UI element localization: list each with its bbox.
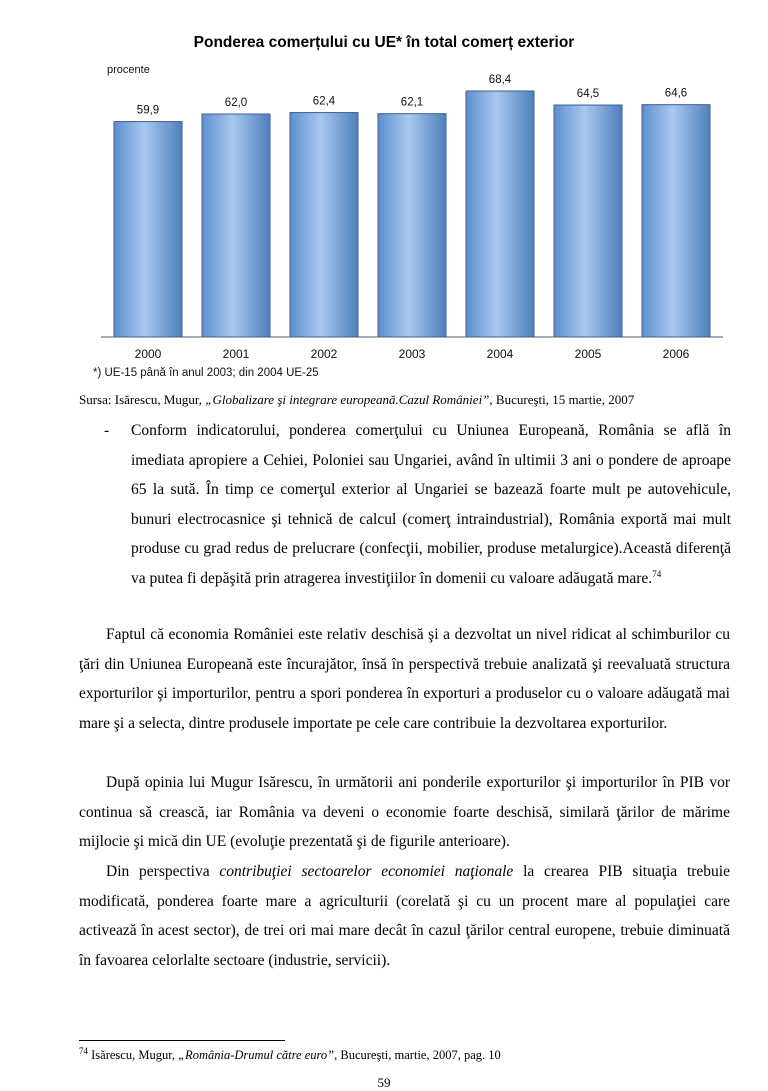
value-label-2000: 59,9 xyxy=(136,104,160,117)
paragraph-2: După opinia lui Mugur Isărescu, în următorii ani ponderile exporturilor şi importurilor în PIB vor continua să crească, iar România va deveni o economie foarte deschisă, similară ţărilor de mărime mijlocie şi mică din UE (evoluţie prezentată şi de figurile anterioare). xyxy=(79,774,730,850)
paragraph-3-start: Din perspectiva xyxy=(106,863,220,880)
footnote xyxy=(79,1045,501,1063)
bar-2002 xyxy=(290,113,358,337)
paragraph-3 xyxy=(79,857,730,975)
footnote-suffix: , Bucureşti, martie, 2007, pag. 10 xyxy=(334,1048,501,1062)
bar-2004 xyxy=(466,91,534,337)
x-tick-labels-group xyxy=(135,347,690,361)
bar-2001 xyxy=(202,114,270,337)
y-axis-unit-label: procente xyxy=(107,64,150,76)
chart-title: Ponderea comerțului cu UE* în total comerț exterior xyxy=(193,34,575,51)
bar-2006 xyxy=(642,105,710,337)
chart-footnote: *) UE-15 până în anul 2003; din 2004 UE-25 xyxy=(93,367,319,379)
bar-2003 xyxy=(378,114,446,337)
paragraph-1: Faptul că economia României este relativ deschisă şi a dezvoltat un nivel ridicat al schimburilor cu ţări din Uniunea Europeană este încurajător, însă în perspectivă trebuie analizată şi reevaluată structura exporturilor şi importurilor, pentru a spori ponderea în exporturi a produselor cu o valoare adăugată mai mare şi a selecta, dintre produsele importate pe cele care contribuie la dezvoltarea exporturilor. xyxy=(79,626,730,732)
x-tick-2005: 2005 xyxy=(574,347,602,361)
paragraph-3-end: la crearea PIB situaţia trebuie modificată, ponderea foarte mare a agriculturii (corelată şi cu un procent mare al populaţiei care activează în acest sector), de trei ori mai mare decât în cazul ţărilor central europene, trebuie diminuată în favoarea celorlalte sectoare (industrie, servicii). xyxy=(79,863,730,969)
paragraph-3-emphasis: contribuţiei sectoarelor economiei naţionale xyxy=(219,863,514,880)
footnote-divider xyxy=(79,1040,285,1041)
bar-2005 xyxy=(554,105,622,337)
x-tick-2001: 2001 xyxy=(222,347,250,361)
bullet-dash: - xyxy=(104,422,110,439)
value-label-2001: 62,0 xyxy=(224,97,248,110)
x-tick-2000: 2000 xyxy=(134,347,162,361)
bar-2000 xyxy=(114,122,182,337)
source-title: „Globalizare şi integrare europeană.Cazul României” xyxy=(205,392,490,407)
x-tick-2006: 2006 xyxy=(662,347,690,361)
chart-source xyxy=(79,392,634,408)
value-label-2005: 64,5 xyxy=(576,88,600,101)
x-tick-2004: 2004 xyxy=(486,347,514,361)
value-label-2006: 64,6 xyxy=(664,87,688,100)
footnote-reference[interactable]: 74 xyxy=(652,568,662,579)
value-label-2003: 62,1 xyxy=(400,96,424,109)
page-number: 59 xyxy=(377,1075,391,1090)
footnote-prefix: Isărescu, Mugur, xyxy=(88,1048,179,1062)
value-label-2004: 68,4 xyxy=(488,74,512,86)
source-suffix: , Bucureşti, 15 martie, 2007 xyxy=(489,392,635,407)
bullet-text xyxy=(131,416,731,594)
bars-group xyxy=(114,91,710,337)
value-label-2002: 62,4 xyxy=(312,95,336,108)
source-prefix: Sursa: Isărescu, Mugur, xyxy=(79,392,206,407)
bar-chart xyxy=(0,0,768,390)
x-tick-2003: 2003 xyxy=(398,347,426,361)
x-tick-2002: 2002 xyxy=(310,347,338,361)
footnote-number: 74 xyxy=(79,1045,88,1056)
bullet-body: Conform indicatorului, ponderea comerţului cu Uniunea Europeană, România se află în imediata apropiere a Cehiei, Poloniei sau Ungariei, având în ultimii 3 ani o pondere de aproape 65 la sută. În timp ce comerţul exterior al Ungariei se bazează foarte mult pe autovehicule, bunuri electrocasnice şi tehnică de calcul (comerţ intraindustrial), România exportă mai mult produse cu grad redus de prelucrare (confecţii, mobilier, produse metalurgice).Această diferenţă va putea fi depăşită prin atragerea investiţiilor în domenii cu valoare adăugată mare. xyxy=(131,422,731,587)
footnote-title: „România-Drumul către euro” xyxy=(178,1048,335,1062)
